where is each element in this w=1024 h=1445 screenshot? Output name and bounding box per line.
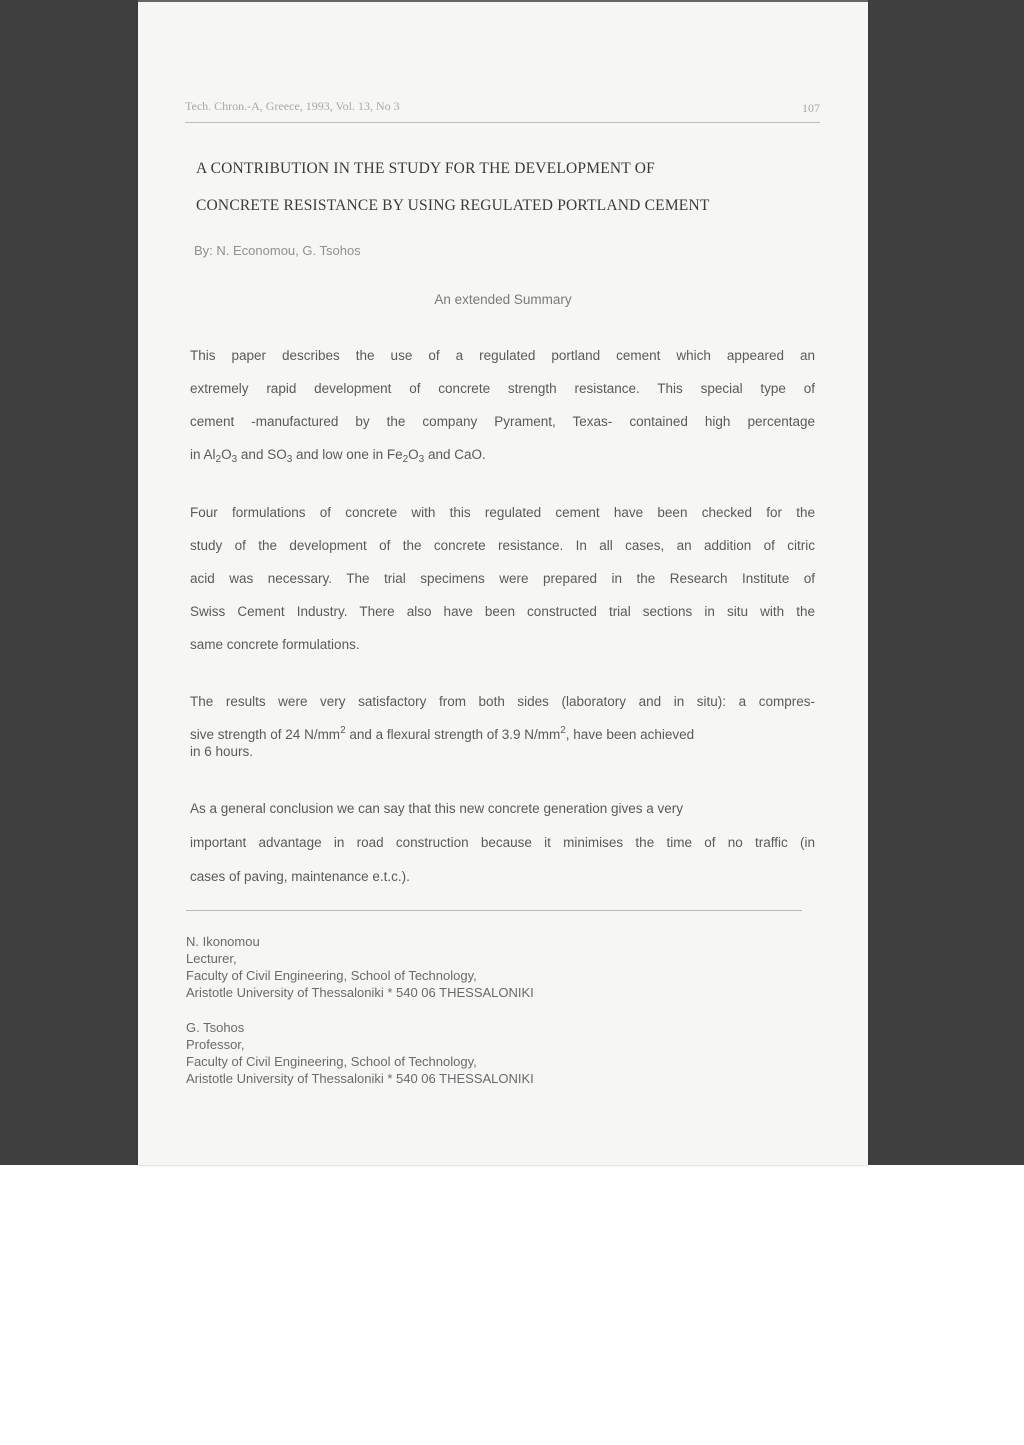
text-run: in Al [190,447,216,462]
paragraph-line: important advantage in road construction because it minimises the time of no traffic (in [190,835,815,850]
author-affiliation-1 [186,933,806,1001]
subscript: 2 [215,454,222,465]
text-run: and a flexural strength of 3.9 N/mm [345,727,561,742]
subscript: 3 [286,454,293,465]
title-line-1: A CONTRIBUTION IN THE STUDY FOR THE DEVELOPMENT OF [196,160,655,177]
paragraph-line-chemistry [190,438,815,471]
journal-citation: Tech. Chron.-A, Greece, 1993, Vol. 13, No 3 [185,99,400,113]
superscript: 2 [560,725,566,736]
subscript: 3 [418,454,425,465]
author-faculty: Faculty of Civil Engineering, School of Technology, [186,1054,477,1069]
paragraph-line-units [190,716,815,746]
paragraph-line: cases of paving, maintenance e.t.c.). [190,869,410,884]
abstract-paragraph-2 [190,496,815,661]
paragraph-line: This paper describes the use of a regulated portland cement which appeared an [190,348,815,363]
paragraph-line: in 6 hours. [190,744,254,759]
paragraph-line: Swiss Cement Industry. There also have been constructed trial sections in situ with the [190,604,815,619]
author-university: Aristotle University of Thessaloniki * 540 06 THESSALONIKI [186,985,534,1000]
author-byline: By: N. Economou, G. Tsohos [194,243,361,258]
text-run: and SO [237,447,287,462]
author-name: G. Tsohos [186,1020,245,1035]
abstract-paragraph-1 [190,339,815,471]
subscript: 3 [231,454,238,465]
text-run: and CaO. [424,447,486,462]
page-top-edge [138,0,868,2]
text-run: O [221,447,232,462]
author-role: Lecturer, [186,951,237,966]
subscript: 2 [402,454,409,465]
abstract-paragraph-3 [190,688,815,758]
author-name: N. Ikonomou [186,934,260,949]
paragraph-line: study of the development of the concrete resistance. In all cases, an addition of citric [190,538,815,553]
author-university: Aristotle University of Thessaloniki * 540 06 THESSALONIKI [186,1071,534,1086]
paper-title [196,150,836,224]
paragraph-line: Four formulations of concrete with this regulated cement have been checked for the [190,505,815,520]
page-number: 107 [802,101,820,115]
summary-heading: An extended Summary [434,292,572,307]
paragraph-line: As a general conclusion we can say that this new concrete generation gives a very [190,801,684,816]
author-role: Professor, [186,1037,245,1052]
author-affiliation-2 [186,1019,806,1087]
paragraph-line: same concrete formulations. [190,637,360,652]
abstract-paragraph-4 [190,792,815,894]
text-run: O [408,447,419,462]
footnote-divider [186,910,802,911]
text-run: , have been achieved [565,727,695,742]
document-page [138,0,868,1165]
text-run: and low one in Fe [292,447,403,462]
superscript: 2 [340,725,346,736]
text-run: sive strength of 24 N/mm [190,727,341,742]
running-head [185,96,820,123]
paragraph-line: extremely rapid development of concrete strength resistance. This special type of [190,381,815,396]
paragraph-line: The results were very satisfactory from both sides (laboratory and in situ): a compres- [190,694,815,709]
title-line-2: CONCRETE RESISTANCE BY USING REGULATED PORTLAND CEMENT [196,197,710,214]
paragraph-line: acid was necessary. The trial specimens were prepared in the Research Institute of [190,571,815,586]
paragraph-line: cement -manufactured by the company Pyrament, Texas- contained high percentage [190,414,815,429]
author-faculty: Faculty of Civil Engineering, School of Technology, [186,968,477,983]
